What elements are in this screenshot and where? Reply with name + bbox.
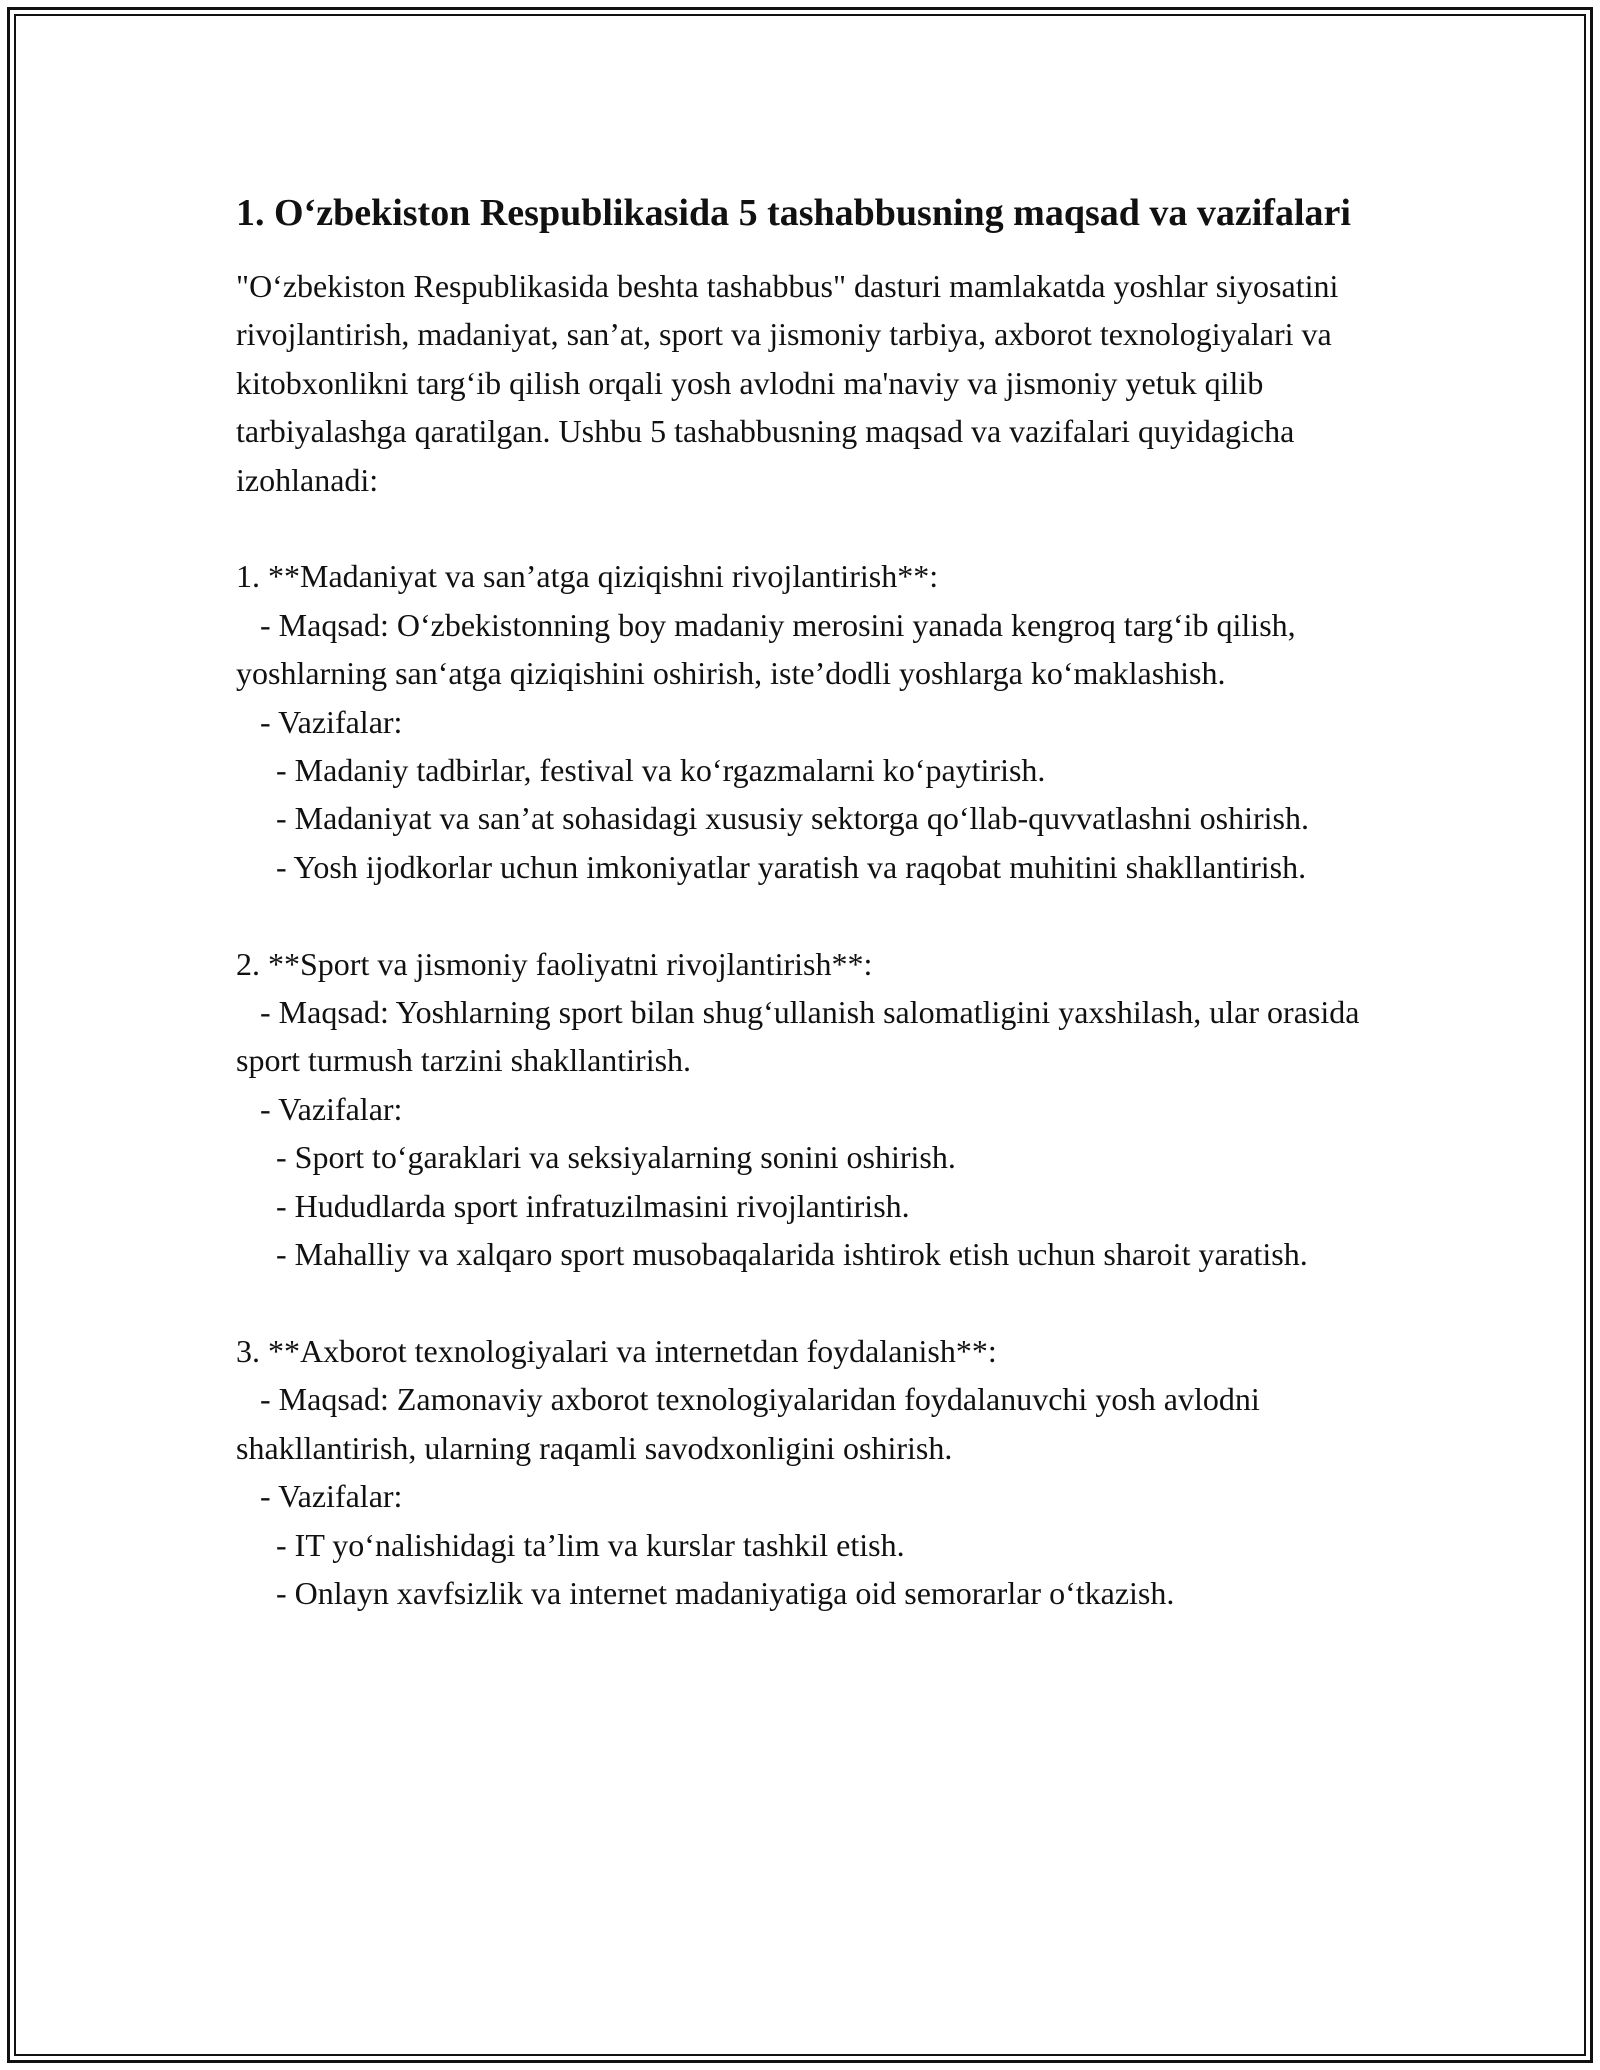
task-item: - Yosh ijodkorlar uchun imkoniyatlar yaratish va raqobat muhitini shakllantirish. — [236, 848, 1307, 885]
task-item: - Onlayn xavfsizlik va internet madaniyatiga oid semorarlar o‘tkazish. — [236, 1574, 1175, 1611]
section-title: 1. **Madaniyat va san’atga qiziqishni rivojlantirish**: — [236, 558, 939, 595]
document-body — [236, 186, 1396, 1617]
spacer — [236, 891, 1396, 939]
task-item: - Sport to‘garaklari va seksiyalarning sonini oshirish. — [236, 1139, 956, 1176]
section-title: 2. **Sport va jismoniy faoliyatni rivojlantirish**: — [236, 945, 873, 982]
task-item: - Hududlarda sport infratuzilmasini rivojlantirish. — [236, 1187, 910, 1224]
section-tasks-label: - Vazifalar: — [236, 1090, 403, 1127]
intro-paragraph: "O‘zbekiston Respublikasida beshta tashabbus" dasturi mamlakatda yoshlar siyosatini rivojlantirish, madaniyat, san’at, sport va jismoniy tarbiya, axborot texnologiyalari va kitobxonlikni targ‘ib qilish orqali yosh avlodni ma'naviy va jismoniy yetuk qilib tarbiyalashga qaratilgan. Ushbu 5 tashabbusning maqsad va vazifalari quyidagicha izohlanadi: — [236, 268, 1347, 498]
section-goal: - Maqsad: O‘zbekistonning boy madaniy merosini yanada kengroq targ‘ib qilish, yoshlarning san‘atga qiziqishini oshirish, iste’dodli yoshlarga ko‘maklashish. — [236, 606, 1304, 692]
section-tasks-label: - Vazifalar: — [236, 1478, 403, 1515]
spacer — [236, 1279, 1396, 1327]
task-item: - IT yo‘nalishidagi ta’lim va kurslar tashkil etish. — [236, 1526, 905, 1563]
section-tasks-label: - Vazifalar: — [236, 703, 403, 740]
task-item: - Mahalliy va xalqaro sport musobaqalarida ishtirok etish uchun sharoit yaratish. — [236, 1236, 1308, 1273]
section-goal: - Maqsad: Yoshlarning sport bilan shug‘ullanish salomatligini yaxshilash, ular orasida sport turmush tarzini shakllantirish. — [236, 994, 1368, 1079]
document-heading: 1. O‘zbekiston Respublikasida 5 tashabbusning maqsad va vazifalari — [236, 192, 1351, 234]
task-item: - Madaniy tadbirlar, festival va ko‘rgazmalarni ko‘paytirish. — [236, 752, 1046, 789]
section-2 — [236, 940, 1396, 1279]
section-3 — [236, 1327, 1396, 1617]
section-1 — [236, 552, 1396, 891]
spacer — [236, 504, 1396, 552]
section-goal: - Maqsad: Zamonaviy axborot texnologiyalaridan foydalanuvchi yosh avlodni shakllantirish, ularning raqamli savodxonligini oshirish. — [236, 1381, 1268, 1466]
task-item: - Madaniyat va san’at sohasidagi xususiy sektorga qo‘llab-quvvatlashni oshirish. — [236, 800, 1309, 837]
section-title: 3. **Axborot texnologiyalari va internetdan foydalanish**: — [236, 1332, 997, 1369]
